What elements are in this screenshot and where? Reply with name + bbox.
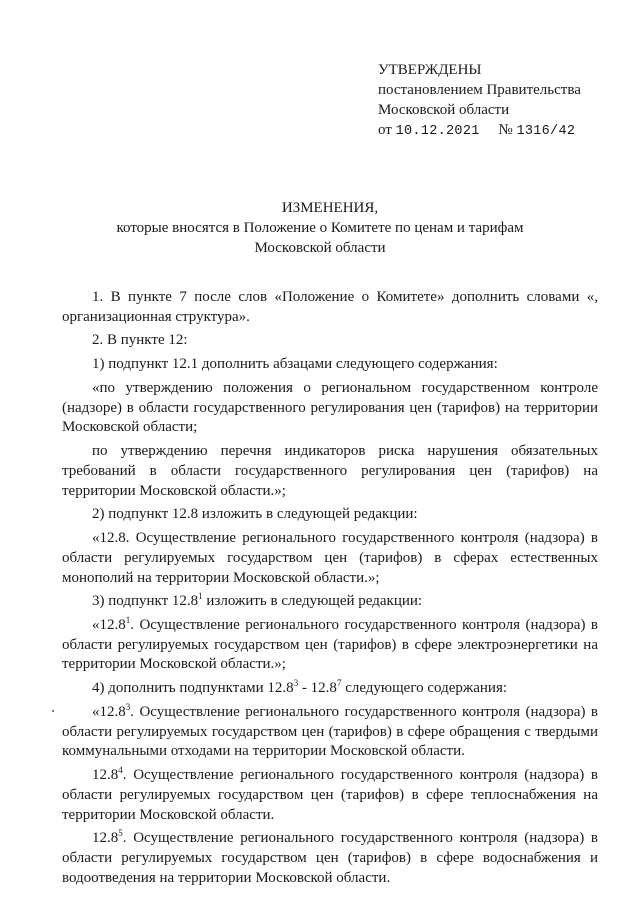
superscript-index: 5	[118, 828, 123, 839]
paragraph-7: «12.8. Осуществление регионального государственного контроля (надзора) в области регулируемых государством цен (тарифов) в сферах естественных монополий на территории Московской области.»;	[62, 530, 598, 586]
paragraph-6: 2) подпункт 12.8 изложить в следующей редакции:	[92, 506, 418, 523]
superscript-index: 1	[125, 615, 131, 626]
superscript-index: 7	[336, 678, 342, 689]
approval-heading: УТВЕРЖДЕНЫ	[378, 62, 482, 78]
paragraph-1: 1. В пункте 7 после слов «Положение о Комитете» дополнить словами «, организационная структура».	[62, 289, 598, 325]
superscript-index: 3	[293, 678, 299, 689]
paragraph-9	[62, 616, 598, 675]
paragraph-8-text-b: изложить в следующей редакции:	[202, 593, 423, 610]
paragraph-13-text-a: 12.8	[92, 830, 119, 847]
paragraph-8-text-a: 3) подпункт 12.8	[92, 593, 199, 610]
paragraph-13	[62, 829, 598, 888]
paragraph-2: 2. В пункте 12:	[92, 332, 188, 349]
paragraph-11	[62, 703, 598, 762]
superscript-index: 3	[125, 702, 131, 713]
paragraph-3: 1) подпункт 12.1 дополнить абзацами следующего содержания:	[92, 356, 498, 373]
paragraph-9-text-a: «12.8	[92, 617, 126, 634]
scan-speck	[52, 710, 54, 712]
paragraph-12-text-b: . Осуществление регионального государственного контроля (надзора) в области регулируемых государством цен (тарифов) в сфере теплоснабжения на территории Московской области.	[62, 767, 598, 823]
paragraph-11-text-a: «12.8	[92, 704, 126, 721]
approval-date-line	[378, 120, 581, 142]
paragraph-9-text-b: . Осуществление регионального государственного контроля (надзора) в области регулируемых государством цен (тарифов) в сфере электроэнергетики на территории Московской области.»;	[62, 617, 598, 673]
superscript-index: 1	[198, 591, 203, 602]
date-prefix: от	[378, 122, 392, 138]
paragraph-10-text-c: следующего содержания:	[341, 680, 508, 697]
paragraph-10-text-b: - 12.8	[298, 680, 337, 697]
title-subject: которые вносятся в Положение о Комитете по ценам и тарифам	[116, 220, 524, 236]
document-title	[0, 198, 640, 258]
paragraph-11-text-b: . Осуществление регионального государственного контроля (надзора) в области регулируемых государством цен (тарифов) в сфере обращения с твердыми коммунальными отходами на территории Московской области.	[62, 704, 598, 760]
approval-region: Московской области	[378, 102, 510, 118]
approval-number: 1316/42	[516, 124, 576, 139]
paragraph-12-text-a: 12.8	[92, 767, 119, 784]
document-body	[62, 288, 598, 892]
paragraph-12	[62, 766, 598, 825]
paragraph-10	[62, 679, 598, 699]
title-heading: ИЗМЕНЕНИЯ,	[281, 200, 379, 216]
paragraph-10-text-a: 4) дополнить подпунктами 12.8	[92, 680, 294, 697]
paragraph-8	[62, 592, 598, 612]
number-prefix: №	[498, 122, 513, 138]
approval-authority: постановлением Правительства	[378, 82, 581, 98]
approval-stamp	[378, 60, 581, 142]
paragraph-5: по утверждению перечня индикаторов риска нарушения обязательных требований в области государственного регулирования цен (тарифов) на территории Московской области.»;	[62, 443, 598, 499]
paragraph-13-text-b: . Осуществление регионального государственного контроля (надзора) в области регулируемых государством цен (тарифов) в сфере водоснабжения и водоотведения на территории Московской области.	[62, 830, 598, 886]
superscript-index: 4	[118, 765, 123, 776]
title-region: Московской области	[254, 240, 386, 256]
paragraph-4: «по утверждению положения о региональном государственном контроле (надзоре) в области государственного регулирования цен (тарифов) на территории Московской области;	[62, 380, 598, 436]
approval-date: 10.12.2021	[395, 124, 480, 139]
